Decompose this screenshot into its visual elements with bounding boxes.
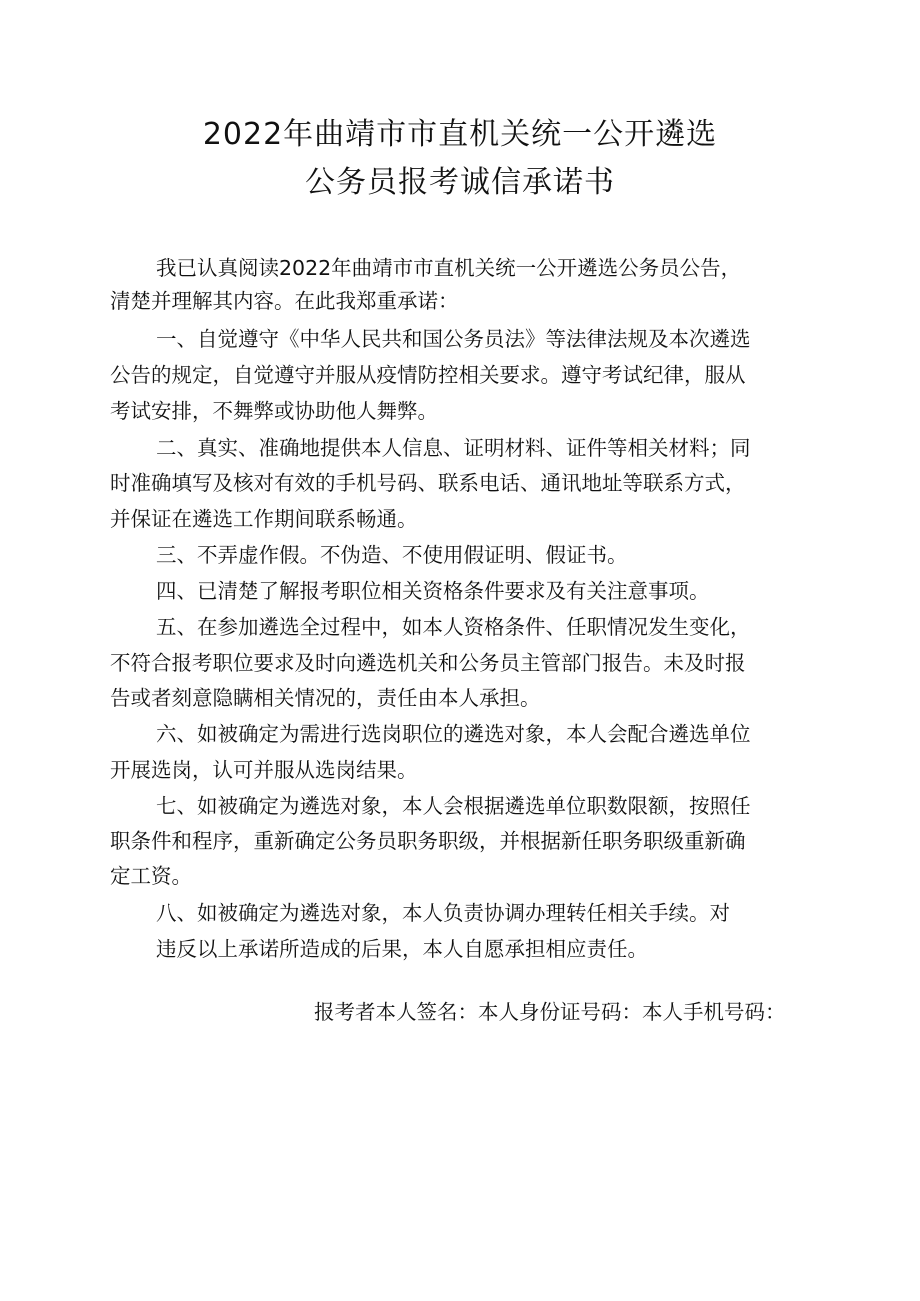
document-title-line-1: 2022年曲靖市市直机关统一公开遴选	[202, 117, 718, 152]
pledge-item-7-line-2: 职条件和程序，重新确定公务员职务职级，并根据新任职务职级重新确	[110, 829, 746, 853]
pledge-item-2-line-3: 并保证在遴选工作期间联系畅通。	[110, 507, 418, 531]
intro-line-1: 我已认真阅读2022年曲靖市市直机关统一公开遴选公务员公告，	[156, 256, 742, 280]
pledge-item-2-line-2: 时准确填写及核对有效的手机号码、联系电话、通讯地址等联系方式，	[110, 471, 746, 495]
pledge-item-7-line-3: 定工资。	[110, 864, 192, 888]
pledge-item-6-line-1: 六、如被确定为需进行选岗职位的遴选对象，本人会配合遴选单位	[156, 722, 751, 746]
pledge-item-6-line-2: 开展选岗，认可并服从选岗结果。	[110, 758, 418, 782]
intro-line-2: 清楚并理解其内容。在此我郑重承诺：	[110, 289, 459, 313]
document-title-line-2: 公务员报考诚信承诺书	[305, 165, 615, 200]
pledge-item-1-line-3: 考试安排，不舞弊或协助他人舞弊。	[110, 399, 438, 423]
pledge-item-8-line-1: 八、如被确定为遴选对象，本人负责协调办理转任相关手续。对	[156, 901, 730, 925]
pledge-item-3-line-1: 三、不弄虚作假。不伪造、不使用假证明、假证书。	[156, 543, 628, 567]
pledge-item-2-line-1: 二、真实、准确地提供本人信息、证明材料、证件等相关材料；同	[156, 436, 751, 460]
pledge-item-5-line-3: 告或者刻意隐瞒相关情况的，责任由本人承担。	[110, 686, 541, 710]
signature-fields: 报考者本人签名：本人身份证号码：本人手机号码：	[314, 1000, 786, 1024]
pledge-item-4-line-1: 四、已清楚了解报考职位相关资格条件要求及有关注意事项。	[156, 579, 710, 603]
pledge-item-1-line-2: 公告的规定，自觉遵守并服从疫情防控相关要求。遵守考试纪律，服从	[110, 363, 746, 387]
pledge-item-7-line-1: 七、如被确定为遴选对象，本人会根据遴选单位职数限额，按照任	[156, 794, 751, 818]
pledge-item-5-line-2: 不符合报考职位要求及时向遴选机关和公务员主管部门报告。未及时报	[110, 651, 746, 675]
pledge-item-5-line-1: 五、在参加遴选全过程中，如本人资格条件、任职情况发生变化，	[156, 615, 751, 639]
pledge-item-1-line-1: 一、自觉遵守《中华人民共和国公务员法》等法律法规及本次遴选	[156, 327, 751, 351]
pledge-item-8-line-2: 违反以上承诺所造成的后果，本人自愿承担相应责任。	[156, 937, 648, 961]
